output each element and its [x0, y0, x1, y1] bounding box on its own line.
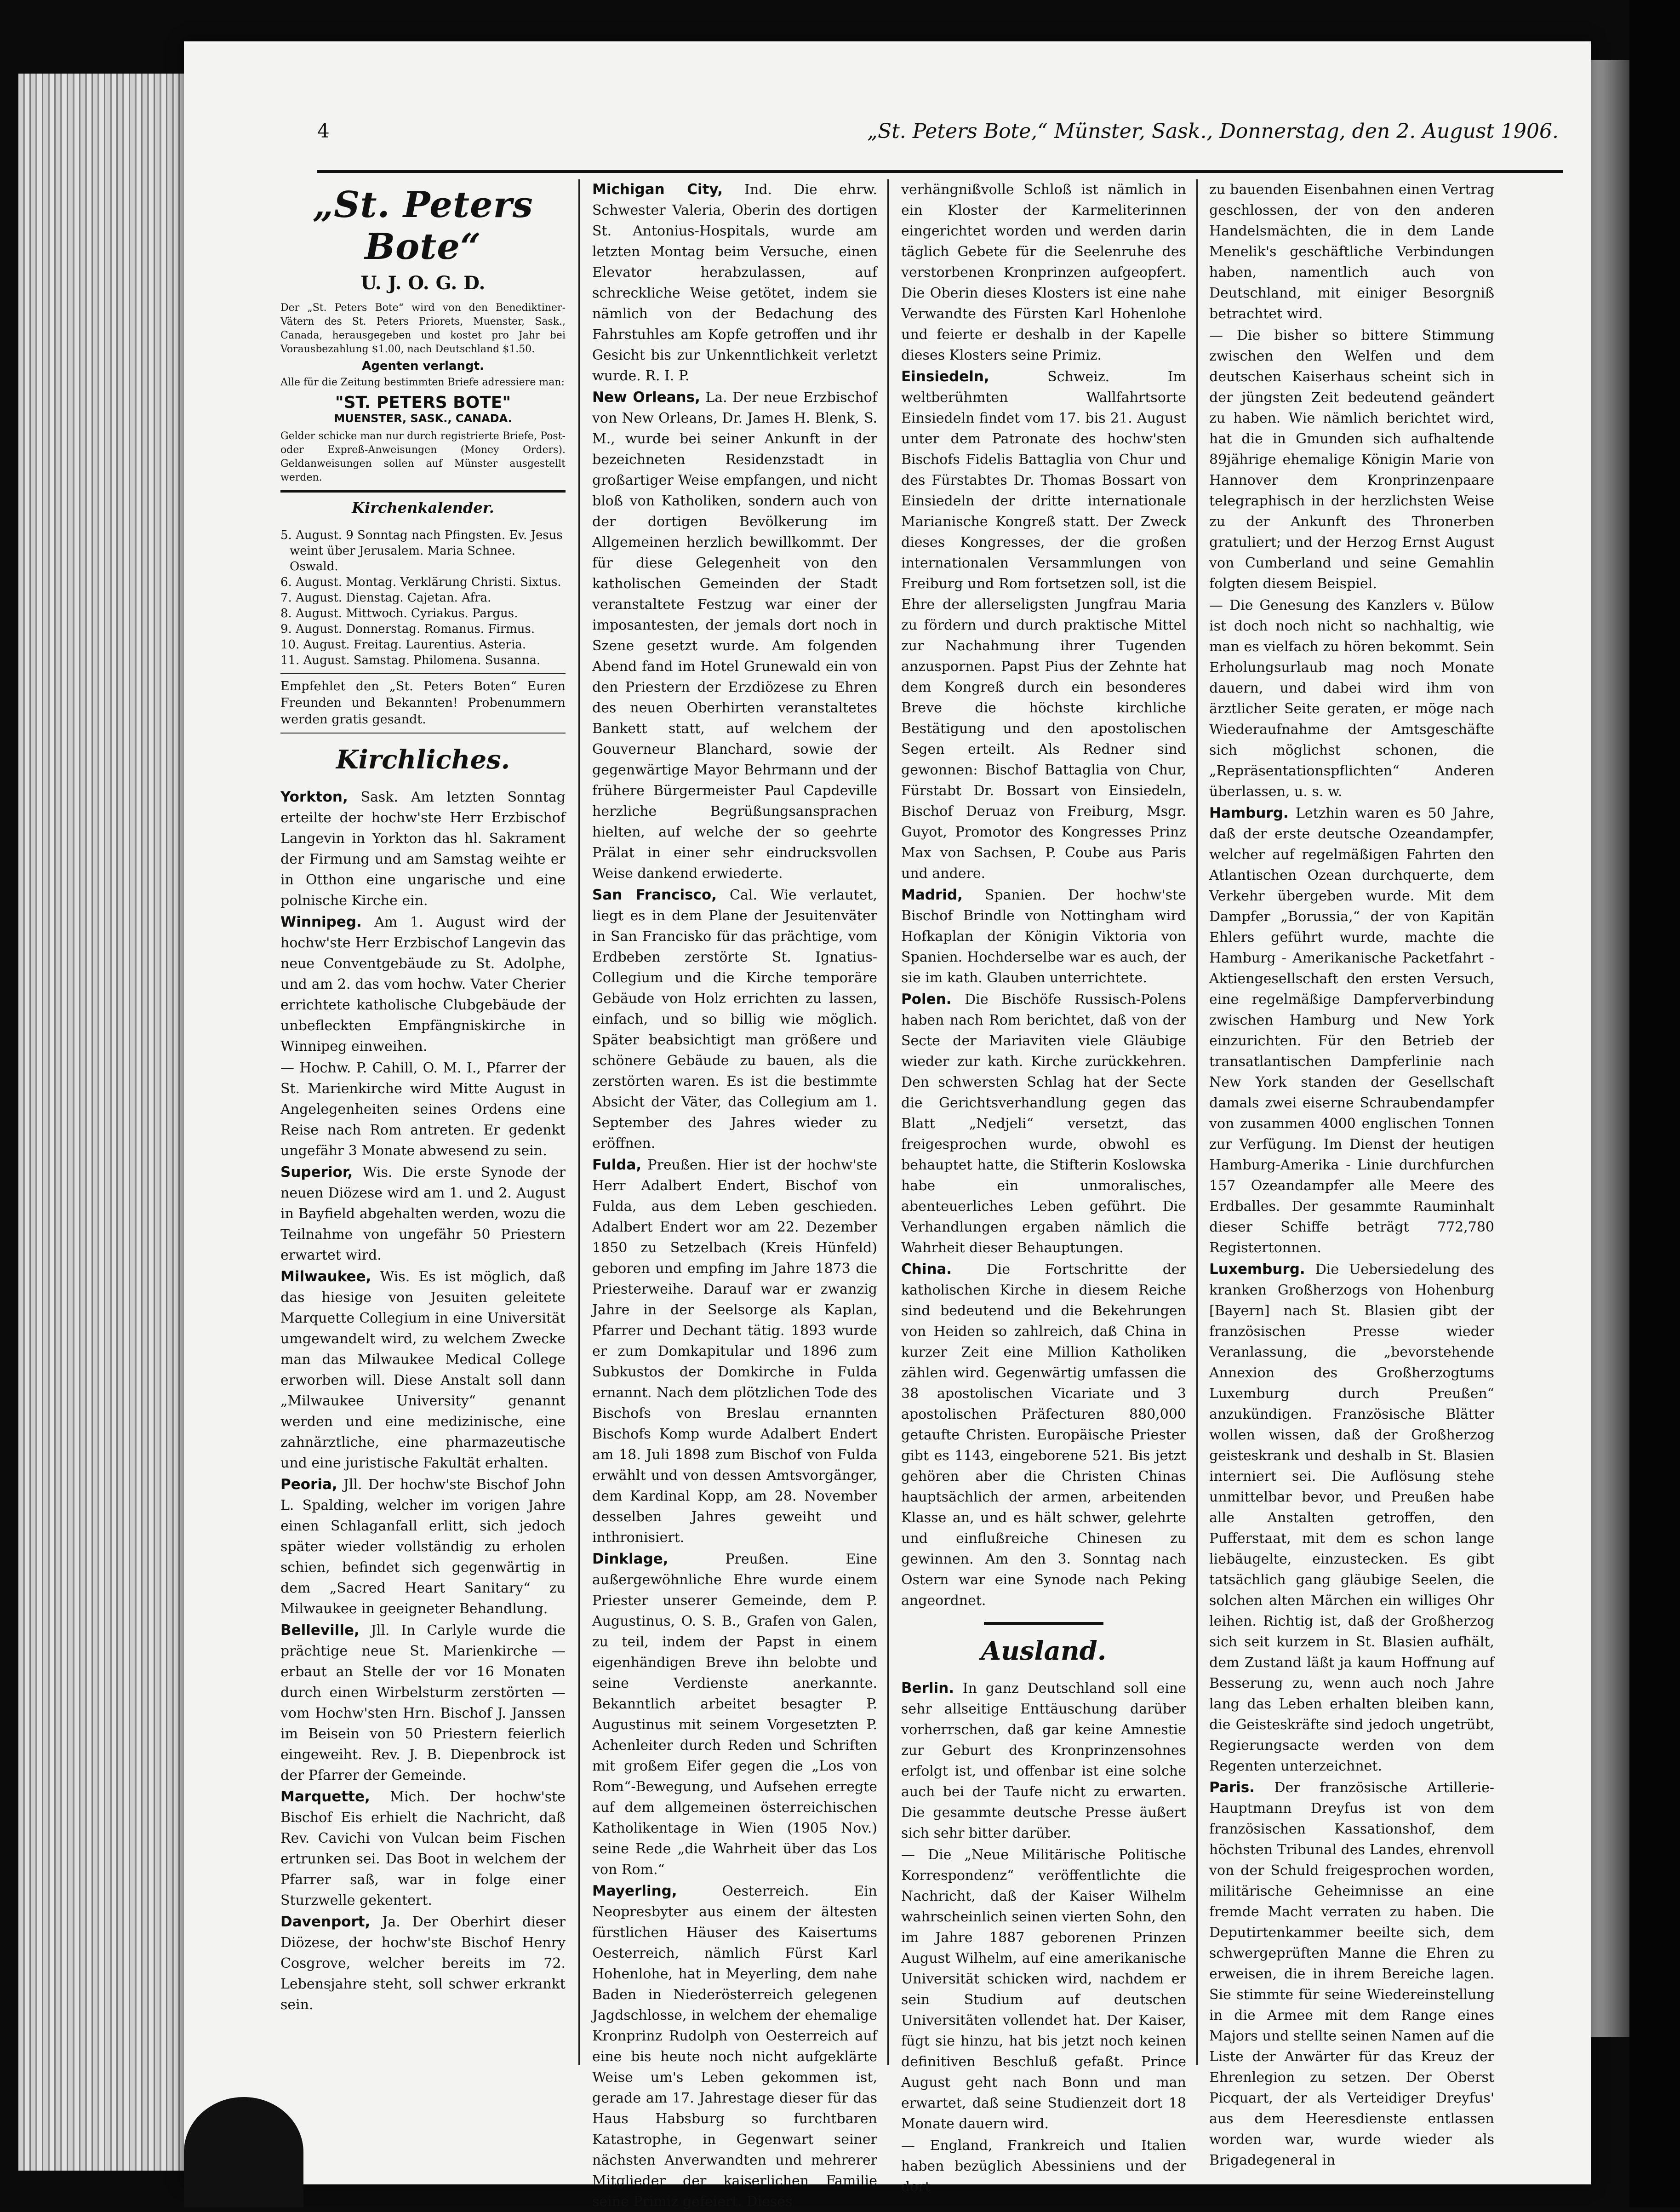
column-4: [1209, 179, 1494, 2168]
article-text: Cal. Wie verlautet, liegt es in dem Plane der Jesuitenväter in San Francisko für das prächtige, vom Erdbeben zerstörte St. Ignatius-Collegium und die Kirche temporäre Gebäude von Holz errichten zu lassen, einfach, und so billig wie möglich. Später beabsichtigt man größere und schönere Gebäude zu bauen, als die zerstörten waren. Es ist die bestimmte Absicht der Väter, das Collegium am 1. September des Jahres wieder zu eröffnen.: [592, 887, 878, 1152]
kirchenkalender: [280, 499, 566, 668]
article-paragraph: [901, 2135, 1186, 2197]
scan-background: [1629, 0, 1680, 2207]
article-text: Ind. Die ehrw. Schwester Valeria, Oberin des dortigen St. Antonius-Hospitals, wurde am letzten Montag beim Versuche, einen Elevator herabzulassen, auf schreckliche Weise getötet, indem sie nämlich von der Bedachung des Fahrstuhles am Kopfe getroffen und ihr Gesicht bis zur Unkenntlichkeit verletzt wurde. R. I. P.: [592, 182, 877, 384]
article-paragraph: [901, 1678, 1186, 1844]
column-1: [280, 179, 566, 2088]
masthead-motto: U. J. O. G. D.: [360, 272, 486, 294]
article-text: Die Fortschritte der katholischen Kirche in diesem Reiche sind bedeutend und die Bekehrungen von Heiden so zahlreich, daß China in kurzer Zeit eine Million Katholiken zählen wird. Gegenwärtig umfassen die 38 apostolischen Vicariate und 3 apostolischen Präfecturen 880,000 getaufte Christen. Europäische Priester gibt es 1143, eingeborene 521. Bis jetzt gehören aber die Christen Chinas hauptsächlich der armen, arbeitenden Klasse an, und es hält schwer, gelehrte und einflußreiche Chinesen zu gewinnen. Am den 3. Sonntag nach Ostern war eine Synode nach Peking angeordnet.: [901, 1261, 1186, 1609]
col2-articles: [592, 179, 877, 2212]
article-paragraph: [280, 1162, 566, 1266]
col3b-articles: [901, 1678, 1186, 2197]
article-text: In ganz Deutschland soll eine sehr allseitige Enttäuschung darüber vorherrschen, daß gar keine Amnestie zur Geburt des Kronprinzensohnes erfolgt ist, und offenbar ist eine solche auch bei der Taufe nicht zu erwarten. Die gesammte deutsche Presse äußert sich sehr bitter darüber.: [901, 1680, 1186, 1841]
address-note: Alle für die Zeitung bestimmten Briefe adressiere man:: [280, 377, 565, 388]
article-placename: San Francisco,: [592, 887, 717, 903]
article-paragraph: [280, 1474, 566, 1619]
article-placename: Mayerling,: [592, 1883, 677, 1899]
article-placename: Winnipeg.: [280, 914, 362, 930]
article-placename: Hamburg.: [1209, 805, 1289, 821]
kalender-entry: 11. August. Samstag. Philomena. Susanna.: [280, 653, 541, 667]
article-text: Jll. In Carlyle wurde die prächtige neue St. Marienkirche — erbaut an Stelle der vor 16 Monaten durch einen Wirbelsturm zerstörten — vom Hochw'sten Hrn. Bischof J. Janssen im Beisein von 50 Priestern feierlich eingeweiht. Rev. J. B. Diepenbrock ist der Pfarrer der Gemeinde.: [280, 1622, 566, 1783]
column-rule-2: [887, 179, 889, 2065]
kalender-entry: 6. August. Montag. Verklärung Christi. Sixtus.: [280, 575, 561, 589]
article-text: Die Uebersiedelung des kranken Großherzogs von Hohenburg [Bayern] nach St. Blasien gibt der französischen Presse wieder Veranlassung, die „bevorstehende Annexion des Großherzogtums Luxemburg durch Preußen“ anzukündigen. Französische Blätter wollen wissen, daß der Großherzog geisteskrank und deshalb in St. Blasien interniert sei. Die Auflösung stehe unmittelbar bevor, und Preußen habe alle Anstalten getroffen, den Pufferstaat, mit dem es schon lange liebäugelte, einzustecken. Es gibt tatsächlich gang gläubige Seelen, die solchen alten Märchen ein williges Ohr leihen. Richtig ist, daß der Großherzog sich seit kurzem in St. Blasien aufhält, dem Zustand läßt ja kaum Hoffnung auf Besserung zu, wenn auch noch Jahre lang das Leben erhalten bleiben kann, die Geisteskräfte sind jedoch ungetrübt, Regierungsacte werden von dem Regenten unterzeichnet.: [1209, 1261, 1494, 1774]
page-stack-edges: [18, 74, 184, 2171]
section-heading-kirchliches: Kirchliches.: [336, 745, 510, 775]
kalender-entry: 9. August. Donnerstag. Romanus. Firmus.: [280, 622, 535, 636]
page-header: [317, 106, 1559, 152]
article-paragraph: [901, 1259, 1186, 1611]
article-paragraph: [280, 1912, 566, 2015]
article-paragraph: [280, 1266, 566, 1473]
article-placename: Polen.: [901, 991, 952, 1008]
article-text: — England, Frankreich und Italien haben bezüglich Abessiniens und der dort: [901, 2138, 1186, 2195]
col4-articles: [1209, 179, 1494, 2171]
article-placename: Marquette,: [280, 1788, 370, 1805]
article-text: Oesterreich. Ein Neopresbyter aus einem der ältesten fürstlichen Häuser des Kaisertums Oesterreich, nämlich Fürst Karl Hohenlohe, hat in Meyerling, dem nahe Baden in Niederösterreich gelegenen Jagdschlosse, in welchem der ehemalige Kronprinz Rudolph von Oesterreich auf eine bis heute noch nicht aufgeklärte Weise um's Leben gekommen ist, gerade am 17. Jahrestage dieser für das Haus Habsburg so furchtbaren Katastrophe, in Gegenwart seiner nächsten Anverwandten und mehrerer Mitglieder der kaiserlichen Familie seine Primiz gefeiert. Dieses: [592, 1883, 877, 2210]
article-paragraph: [280, 1058, 566, 1161]
article-paragraph: [592, 885, 877, 1154]
article-placename: China.: [901, 1261, 952, 1278]
masthead-title: „St. Peters Bote“: [313, 184, 533, 268]
article-text: — Die Genesung des Kanzlers v. Bülow ist doch noch nicht so nachhaltig, wie man es vielfach zu hören bekommt. Sein Erholungsurlaub mag noch Monate dauern, und dabei wird ihm von ärztlicher Seite geraten, er möge nach Wiederaufnahme der Amtsgeschäfte sich möglichst schonen, die „Repräsentationspflichten“ Anderen überlassen, u. s. w.: [1209, 597, 1494, 800]
article-paragraph: [280, 912, 566, 1057]
article-placename: Dinklage,: [592, 1551, 669, 1567]
article-paragraph: [592, 1155, 877, 1548]
article-paragraph: [280, 1620, 566, 1786]
article-text: Schweiz. Im weltberühmten Wallfahrtsorte Einsiedeln findet vom 17. bis 21. August unter dem Patronate des hochw'sten Bischofs Fidelis Battaglia von Chur und des Fürstabtes Dr. Thomas Bossart von Einsiedeln der dritte internationale Marianische Kongreß statt. Der Zweck dieses Kongresses, der die großen internationalen Versammlungen von Freiburg und Rom fortsetzen soll, ist die Ehre der allerseligsten Jungfrau Maria zu fördern und durch praktische Mittel zur Nachahmung ihrer Tugenden anzuspornen. Papst Pius der Zehnte hat dem Kongreß durch ein besonderes Breve die höchste kirchliche Bestätigung und den apostolischen Segen erteilt. Als Redner sind gewonnen: Bischof Battaglia von Chur, Fürstabt Dr. Bossart von Einsiedeln, Bischof Deruaz von Freiburg, Msgr. Guyot, Promotor des Kongresses Prinz Max von Sachsen, P. Coube aus Paris und andere.: [901, 369, 1186, 882]
article-text: verhängnißvolle Schloß ist nämlich in ein Kloster der Karmeliterinnen eingerichtet worden und werden darin täglich Gebete für die Seelenruhe des verstorbenen Kronprinzen aufgeopfert. Die Oberin dieses Klosters ist eine nahe Verwandte des Fürsten Karl Hohenlohe und feierte er deshalb in der Kapelle dieses Klosters seine Primiz.: [901, 182, 1186, 363]
agents-wanted: Agenten verlangt.: [362, 359, 484, 373]
article-placename: Belleville,: [280, 1622, 360, 1639]
article-paragraph: [280, 1787, 566, 1911]
article-paragraph: [1209, 1259, 1494, 1776]
kalender-rule: [280, 673, 566, 674]
newspaper-page: [184, 41, 1591, 2210]
article-text: Der französische Artillerie-Hauptmann Dreyfus ist von dem französischen Kassationshof, dem höchsten Tribunal des Landes, ehrenvoll von der Schuld freigesprochen worden, militärische Geheimnisse an eine fremde Macht verraten zu haben. Die Deputirtenkammer beeilte sich, dem schwergeprüften Manne die Ehren zu erweisen, die in ihrem Bereiche lagen. Sie stimmte für seine Wiedereinstellung in die Armee mit dem Range eines Majors und stellte seinen Namen auf die Liste der Anwärter für das Kreuz der Ehrenlegion zu setzen. Der Oberst Picquart, der als Verteidiger Dreyfus' aus dem Heeresdienste entlassen worden war, wurde wieder als Brigadegeneral in: [1209, 1780, 1494, 2168]
article-placename: Michigan City,: [592, 181, 723, 198]
article-placename: Superior,: [280, 1164, 353, 1180]
article-text: Preußen. Eine außergewöhnliche Ehre wurde einem Priester unserer Gemeinde, dem P. Augustinus, O. S. B., Grafen von Galen, zu teil, indem der Papst in einem eigenhändigen Breve ihn belobte und seine Verdienste anerkannte. Bekanntlich arbeitet besagter P. Augustinus mit seinem Vorgesetzten P. Achenleiter durch Reden und Schriften mit großem Eifer gegen die „Los von Rom“-Bewegung, und Aufsehen erregte auf dem allgemeinen österreichischen Katholikentage in Wien (1905 Nov.) seine Rede „die Wahrheit über das Los von Rom.“: [592, 1551, 877, 1878]
article-placename: Madrid,: [901, 887, 963, 903]
page-number: 4: [317, 120, 330, 142]
article-placename: Fulda,: [592, 1157, 642, 1173]
article-placename: Peoria,: [280, 1476, 337, 1493]
kalender-heading: Kirchenkalender.: [352, 499, 494, 516]
article-placename: Yorkton,: [280, 789, 348, 805]
article-text: Mich. Der hochw'ste Bischof Eis erhielt die Nachricht, daß Rev. Cavichi von Vulcan beim Fischen ertrunken sei. Das Boot in welchem der Pfarrer saß, war in folge einer Sturzwelle gekentert.: [280, 1789, 566, 1908]
article-paragraph: [1209, 803, 1494, 1258]
article-text: La. Der neue Erzbischof von New Orleans, Dr. James H. Blenk, S. M., wurde bei seiner Ankunft in der bezeichneten Residenzstadt in großartiger Weise empfangen, und nicht bloß von Katholiken, sondern auch von der dortigen Bevölkerung im Allgemeinen herzlich bewillkommt. Der für diese Gelegenheit von den katholischen Gemeinden der Stadt veranstaltete Festzug war einer der imposantesten, der jemals dort noch in Szene gesetzt wurde. Am folgenden Abend fand im Hotel Grunewald ein von den Priestern der Erzdiözese zu Ehren des neuen Oberhirten veranstaltetes Bankett statt, auf welchem der Gouverneur Blanchard, sowie der gegenwärtige Mayor Behrmann und der frühere Bürgermeister Paul Capdeville herzliche Begrüßungsansprachen hielten, auf welche der so geehrte Prälat in einer sehr eindrucksvollen Weise dankend erwiederte.: [592, 390, 877, 882]
article-placename: Paris.: [1209, 1779, 1255, 1796]
running-title: „St. Peters Bote,“ Münster, Sask., Donnerstag, den 2. August 1906.: [867, 120, 1559, 143]
article-text: Wis. Es ist möglich, daß das hiesige von Jesuiten geleitete Marquette Collegium in eine Universität umgewandelt wird, zu welchem Zwecke man das Milwaukee Medical College erworben will. Diese Anstalt soll dann „Milwaukee University“ genannt werden und eine medizinische, eine zahnärztliche, eine pharmazeutische und eine juristische Fakultät erhalten.: [280, 1269, 566, 1471]
kalender-entry: 5. August. 9 Sonntag nach Pfingsten. Ev. Jesus weint über Jerusalem. Maria Schnee. Oswald.: [280, 528, 563, 573]
section-heading-ausland: Ausland.: [981, 1636, 1107, 1666]
article-text: Spanien. Der hochw'ste Bischof Brindle von Nottingham wird Hofkaplan der Königin Viktoria von Spanien. Hochderselbe war es auch, der sie im kath. Glauben unterrichtete.: [901, 887, 1186, 986]
masthead-rule: [280, 490, 566, 493]
kalender-entry: 8. August. Mittwoch. Cyriakus. Pargus.: [280, 607, 518, 620]
article-paragraph: [280, 787, 566, 911]
article-text: — Hochw. P. Cahill, O. M. I., Pfarrer der St. Marienkirche wird Mitte August in Angelegenheiten seines Ordens eine Reise nach Rom antreten. Er gedenkt ungefähr 3 Monate abwesend zu sein.: [280, 1060, 566, 1159]
article-paragraph: [901, 989, 1186, 1258]
article-text: Letzhin waren es 50 Jahre, daß der erste deutsche Ozeandampfer, welcher auf regelmäßigen Fahrten den Atlantischen Ozean durchquerte, dem Verkehr übergeben wurde. Mit dem Dampfer „Borussia,“ der von Kapitän Ehlers geführt wurde, machte die Hamburg - Amerikanische Packetfahrt - Aktiengesellschaft den ersten Versuch, eine regelmäßige Dampferverbindung zwischen Hamburg und New York einzurichten. Für den Betrieb der transatlantischen Dampferlinie nach New York standen der Gesellschaft damals zwei eiserne Schraubendampfer von zusammen 4000 englischen Tonnen zur Verfügung. Im Dienst der heutigen Hamburg-Amerika - Linie durchfurchen 157 Ozeandampfer alle Meere des Erdballes. Der gesammte Rauminhalt dieser Schiffe beträgt 772,780 Registertonnen.: [1209, 805, 1494, 1256]
article-paragraph: [592, 387, 877, 884]
article-paragraph: [901, 179, 1186, 366]
column-2: [592, 179, 878, 2210]
article-paragraph: [592, 179, 877, 386]
scanner-thumb: [184, 2097, 303, 2207]
section-divider: [984, 1622, 1103, 1625]
article-placename: Luxemburg.: [1209, 1261, 1305, 1278]
address-line-1: "ST. PETERS BOTE": [335, 393, 511, 412]
article-paragraph: [901, 885, 1186, 988]
column-rule-1: [578, 179, 580, 2065]
header-rule: [317, 170, 1563, 173]
article-paragraph: [1209, 1777, 1494, 2171]
article-paragraph: [592, 1881, 877, 2212]
article-text: — Die bisher so bittere Stimmung zwischen den Welfen und dem deutschen Kaiserhaus scheint sich in der jüngsten Zeit bedeutend geändert zu haben. Wie nämlich berichtet wird, hat die in Gmunden sich aufhaltende 89jährige ehemalige Königin Marie von Hannover dem Kronprinzenpaare telegraphisch in der herzlichsten Weise zu der Ankunft des Thronerben gratuliert; und der Herzog Ernst August von Cumberland und seine Gemahlin folgten diesem Beispiel.: [1209, 327, 1494, 592]
article-text: Die Bischöfe Russisch-Polens haben nach Rom berichtet, daß von der Secte der Mariaviten viele Gläubige wieder zur kath. Kirche zurückkehren. Den schwersten Schlag hat der Secte die Gerichtsverhandlung gegen das Blatt „Nedjeli“ versetzt, das freigesprochen wurde, obwohl es behauptet hatte, die Stifterin Koslowska habe ein unmoralisches, abenteuerliches Leben geführt. Die Verhandlungen ergaben nämlich die Wahrheit dieser Behauptungen.: [901, 991, 1186, 1256]
article-text: Am 1. August wird der hochw'ste Herr Erzbischof Langevin das neue Conventgebäude zu St. Adolphe, und am 2. das vom hochw. Vater Cherier errichtete katholische Clubgebäude der unbefleckten Empfängniskirche in Winnipeg einweihen.: [280, 914, 566, 1054]
col3a-articles: [901, 179, 1186, 1611]
article-text: — Die „Neue Militärische Politische Korrespondenz“ veröffentlichte die Nachricht, daß der Kaiser Wilhelm wahrscheinlich seinen vierten Sohn, den im Jahre 1887 geborenen Prinzen August Wilhelm, auf eine amerikanische Universität schicken wird, nachdem er sein Studium auf deutschen Universitäten vollendet hat. Der Kaiser, fügt sie hinzu, hat bis jetzt noch keinen definitiven Beschluß gefaßt. Prince August geht nach Bonn und man erwartet, daß seine Studienzeit dort 18 Monate dauern wird.: [901, 1847, 1186, 2132]
article-placename: Milwaukee,: [280, 1268, 371, 1285]
kalender-entry: 7. August. Dienstag. Cajetan. Afra.: [280, 591, 491, 605]
column-3: [901, 179, 1186, 2195]
article-paragraph: [1209, 595, 1494, 802]
masthead: [280, 184, 566, 485]
article-text: Sask. Am letzten Sonntag erteilte der hochw'ste Herr Erzbischof Langevin in Yorkton das hl. Sakrament der Firmung und am Samstag weihte er in Otthon eine ungarische und eine polnische Kirche ein.: [280, 789, 566, 909]
article-placename: Berlin.: [901, 1680, 954, 1696]
money-note: Gelder schicke man nur durch registrierte Briefe, Post- oder Expreß-Anweisungen (Money Orders). Geldanweisungen sollen auf Münster ausgestellt werden.: [280, 430, 566, 483]
address-line-2: MUENSTER, SASK., CANADA.: [334, 412, 512, 425]
article-placename: Einsiedeln,: [901, 368, 989, 385]
subscription-notice: Der „St. Peters Bote“ wird von den Benediktiner-Vätern des St. Peters Priorets, Muenster, Sask., Canada, herausgegeben und kostet pro Jahr bei Vorausbezahlung $1.00, nach Deutschland $1.50.: [280, 302, 566, 355]
article-text: Preußen. Hier ist der hochw'ste Herr Adalbert Endert, Bischof von Fulda, aus dem Leben geschieden. Adalbert Endert wor am 22. Dezember 1850 zu Setzelbach (Kreis Hünfeld) geboren und empfing im Jahre 1873 die Priesterweihe. Darauf war er zwanzig Jahre in der Seelsorge als Kaplan, Pfarrer und Dechant tätig. 1893 wurde er zum Domkapitular und 1896 zum Subkustos der Domkirche in Fulda ernannt. Nach dem plötzlichen Tode des Bischofs von Breslau ernannten Bischofs Komp wurde Adalbert Endert am 18. Juli 1898 zum Bischof von Fulda erwählt und von dessen Amtsvorgänger, dem Kardinal Kopp, am 28. November desselben Jahres geweiht und inthronisiert.: [592, 1157, 877, 1546]
article-paragraph: [1209, 179, 1494, 324]
article-placename: New Orleans,: [592, 389, 700, 406]
article-text: Wis. Die erste Synode der neuen Diözese wird am 1. und 2. August in Bayfield abgehalten werden, wozu die Teilnahme von ungefähr 50 Priestern erwartet wird.: [280, 1164, 566, 1263]
article-text: Ja. Der Oberhirt dieser Diözese, der hochw'ste Bischof Henry Cosgrove, welcher bereits im 72. Lebensjahre steht, soll schwer erkrankt sein.: [280, 1914, 566, 2013]
article-paragraph: [1209, 325, 1494, 594]
col1-articles: [280, 787, 566, 2015]
article-placename: Davenport,: [280, 1914, 371, 1930]
article-paragraph: [901, 1845, 1186, 2134]
article-text: Jll. Der hochw'ste Bischof John L. Spalding, welcher im vorigen Jahre einen Schlaganfall erlitt, sich jedoch später wieder vollständig zu erholen schien, befindet sich gegenwärtig in dem „Sacred Heart Sanitary“ zu Milwaukee in geeigneter Behandlung.: [280, 1477, 566, 1617]
article-paragraph: [901, 367, 1186, 884]
promo-notice: Empfehlet den „St. Peters Boten“ Euren Freunden und Bekannten! Probenummern werden gratis gesandt.: [280, 679, 566, 727]
column-rule-3: [1196, 179, 1198, 2065]
article-text: zu bauenden Eisenbahnen einen Vertrag geschlossen, der von den anderen Handelsmächten, die in dem Lande Menelik's geschäftliche Verbindungen haben, namentlich auch von Deutschland, mit einiger Besorgniß betrachtet wird.: [1209, 182, 1494, 322]
promo-rule: [280, 733, 566, 734]
article-paragraph: [592, 1549, 877, 1880]
kalender-entry: 10. August. Freitag. Laurentius. Asteria.: [280, 638, 526, 652]
